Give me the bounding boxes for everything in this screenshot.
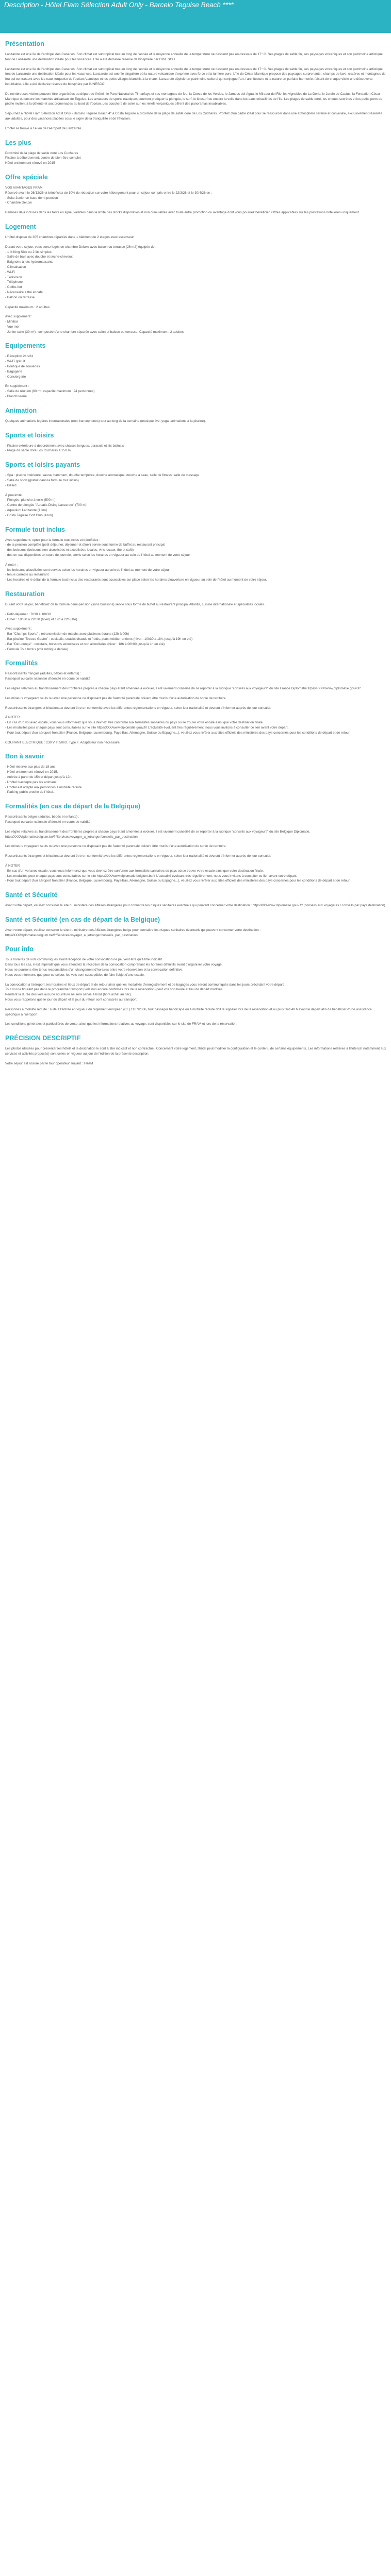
section-paragraph: Les photos utilisées pour présenter les hôtels et la destination le sont à titre indicatif et non contractuel. Concernant votre logement, l'hôtel peut modifier la configuration et le contenu de certains équipements. Les informations relatives à l'hôtel (et notamment aux services et activités proposés) sont celles en vigueur au jour de l'édition de la présente description. — [5, 1047, 386, 1056]
section-paragraph: Votre séjour est assuré par le tour opérateur suivant : FRAM — [5, 1061, 93, 1065]
section-paragraph: À NOTER - En cas d'un vol avec escale, vous vous informerez que vous devriez être conforme aux formalités sanitaires du pays où se trouve votre escale ainsi que votre destination finale. - Les modalités pour chaque pays sont consultables sur le site https/XXX/www.diplomatie.belgium.be/fr L'actualité évoluant très régulièrement, nous vous invitons à consulter ce lien avant votre départ. - Pour tout départ d'un aéroport frontalier (France, Belgique, Luxembourg, Pays-Bas, Allemagne, Suisse ou Espagne...), veuillez vous référer aux sites officiels des ministères des pays concernés pour les conditions de départ et de retour. — [5, 863, 351, 883]
section-formalites-belgique — [5, 803, 387, 884]
section-title: Santé et Sécurité (en cas de départ de la Belgique) — [5, 916, 160, 923]
section-paragraph: En supplément : - Salle de réunion (60 m², capacité maximum : 24 personnes) - Blanchisserie — [5, 384, 95, 399]
section-precision-descriptif — [5, 1035, 387, 1066]
section-paragraph: Les mineurs voyageant seuls ou avec une personne ne disposant pas de l'autorité parentale doivent être munis d'une autorisation de sortie de territoire. — [5, 844, 227, 849]
section-paragraph: Avec supplément : - Minibar - Vue mer - Junior suite (39 m²) : composée d'une chambre séparée avec salon et balcon ou terrasse. Capacité maximum : 2 adultes. — [5, 315, 185, 334]
section-animation — [5, 407, 387, 424]
section-title: Formalités (en cas de départ de la Belgique) — [5, 803, 140, 810]
section-paragraph: De nombreuses visites peuvent être organisées au départ de l'hôtel : le Parc National de Timanfaya et ses montagnes de feu, la Cueva de los Verdes, le Jameos del Agua, le Mirador del Rio, les vignobles de La Geria, le Jardin de Cactus, la Fondation César Manrique ou encore les marchés artisanaux de Teguise. Les amateurs de sports nautiques pourront pratiquer la plongée, le surf, le kitesurf ou encore la voile dans les eaux cristallines de l'île. Les plages de sable doré, les criques secrètes et les petits ports de pêche invitent à la détente et aux promenades au bord de l'océan. Les couchers de soleil sur les reliefs volcaniques offrent des panoramas inoubliables. — [5, 92, 383, 106]
sections-container — [0, 33, 391, 1066]
section-title: PRÉCISION DESCRIPTIF — [5, 1035, 81, 1042]
section-paragraph: À NOTER - En cas d'un vol avec escale, vous vous informerez que vous devriez être conforme aux formalités sanitaires du pays où se trouve votre escale ainsi que votre destination finale. - Les modalités pour chaque pays sont consultables sur le site https/XXX/www.diplomatie.gouv.fr/ L'actualité évoluant très régulièrement, nous vous invitons à consulter ce lien avant votre départ. - Pour tout départ d'un aéroport frontalier (France, Belgique, Luxembourg, Pays-Bas, Allemagne, Suisse ou Espagne...), veuillez vous référer aux sites officiels des ministères des pays concernés pour les conditions de départ et de retour. — [5, 716, 351, 735]
section-title: Equipements — [5, 342, 46, 350]
section-paragraph: Ressortissants français (adultes, bébés et enfants) : Passeport ou carte nationale d'identité en cours de validité. — [5, 672, 92, 681]
section-paragraph: L'hôtel se trouve à 14 km de l'aéroport de Lanzarote. — [5, 126, 83, 130]
section-paragraph: - Hôtel réservé aux plus de 18 ans. - Hôtel entièrement rénové en 2015. - Arrivée à partir de 15h et départ jusqu'à 12h. - L'hôtel n'accepte pas les animaux. - L'hôtel est adapté aux personnes à mobilité réduite. - Parking public proche de l'hôtel. — [5, 765, 83, 794]
section-paragraph: Ressortissants étrangers et binationaux devront être en conformité avec les différentes réglementations en vigueur, selon leur nationalité et devront s'informer auprès de leur consulat. — [5, 854, 271, 858]
section-paragraph: Durant votre séjour, bénéficiez de la formule demi-pension (sans boissons) servie sous forme de buffet au restaurant principal Atlantis, cuisine internationale et spécialités locales. — [5, 603, 265, 606]
section-paragraph: - Petit-déjeuner : 7h30 à 10h30 - Dîner : 18h30 à 22h30 (hiver) et 19h à 22h (été) — [5, 612, 77, 621]
section-paragraph: Avant votre départ, veuillez consulter le site du ministère des Affaires étrangères belge pour connaître les risques sanitaires éventuels qui peuvent concerner votre destination : https/XXX/diplomatie.belgium.be/fr/Services/voyager_a_letranger/conseils_par_destination — [5, 928, 261, 937]
section-paragraph: Les règles relatives au franchissement des frontières propres à chaque pays étant amenées à évoluer, il est vivement conseillé de se reporter à la rubrique "conseils aux voyageurs" du site France Diplomatie.fr/pays/XXX/www.diplomatie.gouv.fr/ — [5, 686, 361, 690]
section-paragraph: - Spa : piscine intérieure, sauna, hammam, douche tempérée, douche aromatique, douche à seau, salle de fitness, salle de massage - Salle de sport (gratuit dans la formule tout inclus) - Billard — [5, 473, 200, 487]
section-paragraph: COURANT ELECTRIQUE : 230 V et 50Hz. Type F. Adaptateur non nécessaire. — [5, 740, 121, 744]
section-title: Animation — [5, 406, 37, 414]
section-bon-a-savoir — [5, 753, 387, 795]
section-paragraph: Quelques animations légères internationales (non francophones) tout au long de la semaine (musique live, yoga, animations à la piscine). — [5, 419, 206, 423]
section-offre-speciale — [5, 174, 387, 215]
section-paragraph: VOS AVANTAGES FRAM Réservé avant le 26/12/26 et bénéficiez de 10% de réduction sur votre hébergement pour un séjour compris entre le 22/3/26 et le 30/4/26 en : - Suite Junior en base demi-pension - Chambre Deluxe — [5, 185, 213, 205]
section-paragraph: Lanzarote est une île de l'archipel des Canaries. Son climat est subtropical tout au long de l'année et la moyenne annuelle de la température ne descend pas en-dessous de 17° C. Ses plages de sable fin, ses paysages volcaniques et son patrimoine artistique font de Lanzarote une destination idéale pour les vacances. L'île a été déclarée réserve de biosphère par l'UNESCO. — [5, 53, 383, 61]
section-title: Offre spéciale — [5, 173, 48, 181]
section-pour-info — [5, 945, 387, 1027]
section-paragraph: - Réception 24h/24 - Wi-Fi gratuit - Boutique de souvenirs - Bagagerie - Conciergerie — [5, 354, 40, 379]
section-sports-loisirs-payants — [5, 461, 387, 518]
section-paragraph: Lanzarote est une île de l'archipel des Canaries. Son climat est subtropical tout au long de l'année et la moyenne annuelle de la température ne descend pas en-dessous de 17° C. Ses plages de sable fin, ses paysages volcaniques et son patrimoine artistique font de Lanzarote une destination idéale pour les vacances. Lanzarote est une île singulière où la nature volcanique s'exprime avec force et la lumière pure. L'île de César Manrique propose des paysages surprenants : champs de lave, cratères et montagnes de feu qui contrastent avec les eaux turquoise de l'océan Atlantique et les petits villages blanchis à la chaux. Lanzarote déploie un patrimoine culturel qui conjugue l'art, l'architecture et la nature en parfaite harmonie, faisant de chaque visite une découverte inoubliable. L'île a été déclarée réserve de biosphère par l'UNESCO. — [5, 67, 386, 86]
section-paragraph: Proximité de la plage de sable doré Los Cucharas Piscine à débordement, centre de bien-être complet Hôtel entièrement rénové en 2015 — [5, 151, 81, 165]
section-sante-securite — [5, 891, 387, 908]
section-formule-tout-inclus — [5, 526, 387, 583]
section-sports-loisirs — [5, 432, 387, 454]
section-paragraph: - Piscine extérieure à débordement avec chaises longues, parasols et lits balinais - Plage de sable doré Los Cucharas à 150 m — [5, 444, 124, 453]
section-paragraph: Ressortissants étrangers et binationaux devront être en conformité avec les différentes réglementations en vigueur, selon leur nationalité et devront s'informer auprès de leur consulat. — [5, 706, 271, 710]
section-paragraph: Les règles relatives au franchissement des frontières propres à chaque pays étant amenées à évoluer, il est vivement conseillé de se reporter à la rubrique "conseils aux voyageurs" du site Belgique Diplomatie, https/XXX/diplomatie.belgium.be/fr/Services/voyager_a_letranger/conseils_par_destination — [5, 829, 311, 839]
section-title: Sports et loisirs — [5, 431, 54, 439]
section-title: Sports et loisirs payants — [5, 461, 80, 469]
section-paragraph: Remises déjà incluses dans les tarifs en ligne, valables dans la limite des stocks disponibles et non cumulables avec toute autre promotion ou avantage dont vous pourriez bénéficier. Offres applicables sur les prestations hôtelières uniquement. — [5, 211, 360, 215]
section-paragraph: L'hôtel dispose de 305 chambres réparties dans 1 bâtiment de 2 étages avec ascenseur. — [5, 235, 135, 239]
section-restauration — [5, 590, 387, 652]
section-sante-securite-belgique — [5, 916, 387, 938]
section-les-plus — [5, 139, 387, 166]
section-paragraph: Durant votre séjour, vous serez logés en chambre Deluxe avec balcon ou terrasse (26 m2) équipée de : - 1 lit King Size ou 2 lits simples - Salle de bain avec douche et sèche-cheveux - Baignoire à jets hydromassants - Climatisation - Wi-Fi - Télévision - Téléphone - Coffre-fort - Nécessaire à thé et café - Balcon ou terrasse — [5, 245, 157, 299]
section-paragraph: Avec supplément, optez pour la formule tout inclus et bénéficiez : - de la pension complète (petit-déjeuner, déjeuner et dîner) servie sous forme de buffet au restaurant principal - des boissons (boissons non alcoolisées et alcoolisées locales, vins locaux, thé et café) - des en-cas disponibles en cours de journée, servis selon les horaires en vigueur au sein de l'hôtel au moment de votre séjour — [5, 538, 190, 557]
section-title: Bon à savoir — [5, 753, 44, 760]
section-paragraph: Capacité maximum : 2 adultes. — [5, 305, 51, 309]
section-paragraph: À noter : - les boissons alcoolisées sont servies selon les horaires en vigueur au sein de l'hôtel au moment de votre séjour - tenue correcte au restaurant - Les horaires et le détail de la formule tout inclus des restaurants sont accessibles sur place selon les horaires d'ouverture en vigueur au sein de l'hôtel au moment de votre séjour. — [5, 563, 267, 582]
page-title: Description - Hôtel Fiam Sélection Adult Only - Barcelo Teguise Beach **** — [4, 1, 234, 9]
section-formalites — [5, 659, 387, 745]
section-logement — [5, 223, 387, 335]
section-paragraph: La convocation à l'aéroport, les horaires et lieux de départ et de retour ainsi que les modalités d'enregistrement et de bagages vous seront communiqués dans les jours précédant votre départ. Tout vol ne figurant pas dans le programme transport (vols non encore confirmés lors de la réservation) peut voir son heure et lieu de départ modifiés. Pendant la durée des vols aucune nourriture ne sera servie à bord (hors achat au bar). Nous vous rappelons que le jour du départ et le jour du retour sont consacrés au transport. — [5, 982, 285, 1002]
section-title: Les plus — [5, 139, 31, 146]
section-presentation — [5, 40, 387, 131]
section-title: Logement — [5, 223, 36, 230]
section-title: Formalités — [5, 659, 38, 667]
section-title: Restauration — [5, 590, 45, 598]
section-title: Formule tout inclus — [5, 526, 65, 533]
section-paragraph: Tous horaires de vols communiqués avant réception de votre convocation ne peuvent être qu'à titre indicatif. Dans tous les cas, il est impératif que vous attendiez la réception de la convocation comprenant les horaires définitifs avant d'organiser votre voyage. Nous ne pourrons être tenus responsables d'un changement d'horaires entre votre réservation et la convocation définitive. Nous vous informons que pour ce séjour, les vols sont susceptibles de faire l'objet d'une escale. — [5, 958, 223, 977]
section-paragraph: Avec supplément : - Bar "Champs Sports" : retransmission de matchs avec plusieurs écrans (12h à 00h) - Bar-piscine "Breeze Gastro" : cocktails, snacks chauds et froids, plats méditerranéens (hiver : 10h30 à 18h, jusqu'à 19h en été) - Bar "De Lounge" : cocktails, boissons alcoolisées et non alcoolisées (hiver : 18h à 00h00, jusqu'à 1h en été) - Formule Tout Inclus (voir rubrique dédiée) — [5, 627, 193, 651]
section-paragraph: Séjournez à l'hôtel Fiam Sélection Adult Only - Barcelo Teguise Beach 4* à Costa Teguise à proximité de la plage de sable doré de Los Cucharas. Profitez d'un cadre idéal pour se ressourcer dans une atmosphère sereine et conviviale, exclusivement réservée aux adultes, pour des vacances placées sous le signe de la tranquillité et de l'évasion. — [5, 112, 383, 121]
section-paragraph: À proximité : - Plongée, planche à voile (500 m) - Centre de plongée "Aquatis Diving Lanzarote" (700 m) - Aquarium Lanzarote (1 km) - Costa Teguise Golf Club (4 km) — [5, 493, 87, 517]
section-paragraph: Les conditions générales et particulières de vente, ainsi que les informations relatives au voyage, sont disponibles sur le site de FRAM et lors de la réservation. — [5, 1022, 238, 1026]
section-equipements — [5, 342, 387, 399]
section-paragraph: Les mineurs voyageant seuls ou avec une personne ne disposant pas de l'autorité parentale doivent être munis d'une autorisation de sortie de territoire. — [5, 696, 227, 700]
section-paragraph: Personnes à mobilité réduite : suite à l'entrée en vigueur du règlement européen (CE) 1107/2006, tout passager handicapé ou à mobilité réduite doit le signaler lors de la réservation et au plus tard 48 h avant le départ afin de bénéficier d'une assistance spécifique à l'aéroport. — [5, 1007, 372, 1016]
page-title-banner — [0, 0, 391, 33]
section-paragraph: Ressortissants belges (adultes, bébés et enfants) : Passeport ou carte nationale d'identité en cours de validité. — [5, 815, 92, 824]
section-title: Pour info — [5, 945, 34, 953]
section-paragraph: Avant votre départ, veuillez consulter le site du ministère des Affaires étrangères pour connaître les risques sanitaires éventuels qui peuvent concerner votre destination : https/XXX/www.diplomatie.gouv.fr/ (conseils aux voyageurs / conseils par pays destination) — [5, 904, 385, 908]
section-title: Présentation — [5, 40, 44, 47]
section-title: Santé et Sécurité — [5, 891, 58, 899]
